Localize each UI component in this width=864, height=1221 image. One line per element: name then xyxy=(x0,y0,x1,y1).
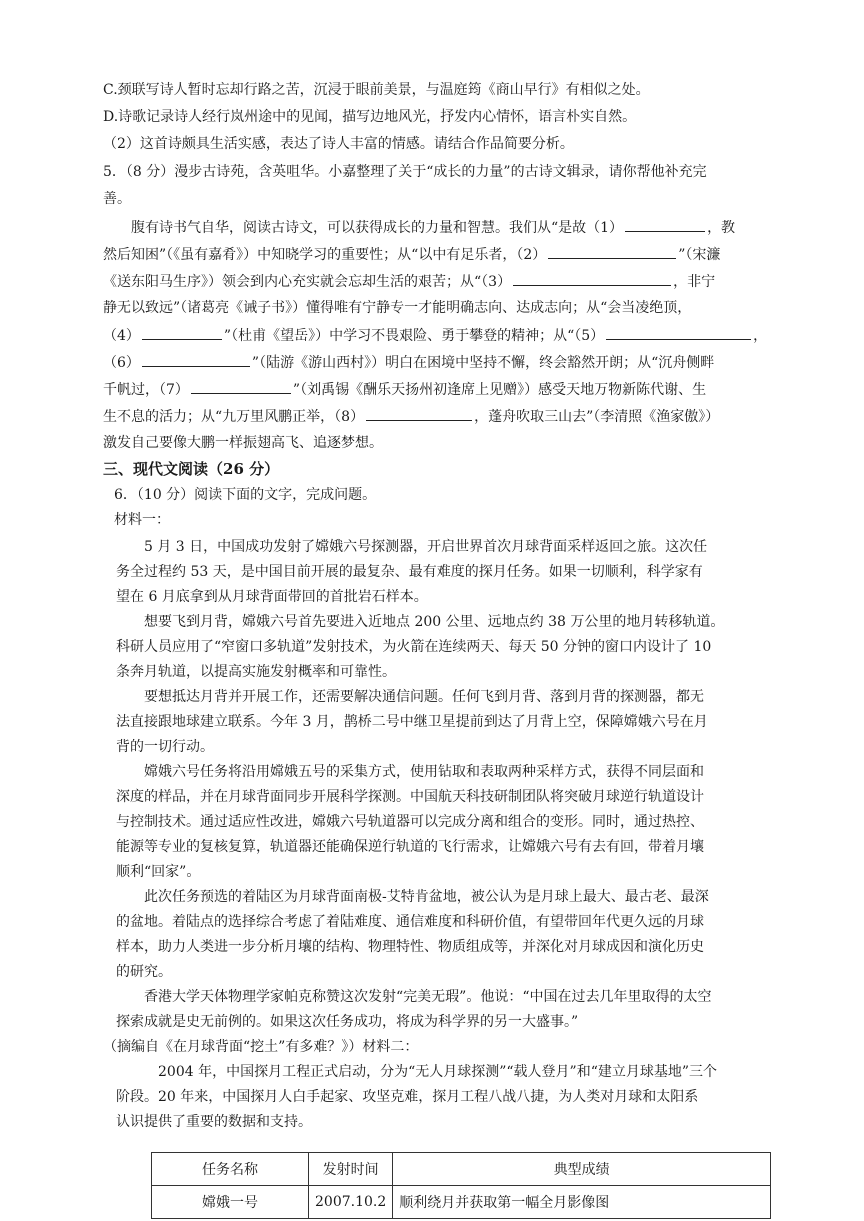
fill-blank-7[interactable] xyxy=(191,379,291,394)
q5-text: ”（杜甫《望岳》）中学习不畏艰险、勇于攀登的精神；从“（5） xyxy=(223,328,605,344)
q5-line-1 xyxy=(131,217,735,238)
source-citation: （摘编自《在月球背面“挖土”有多难？》）材料二： xyxy=(103,1039,419,1055)
para-line: 5 月 3 日，中国成功发射了嫦娥六号探测器，开启世界首次月球背面采样返回之旅。这次任 xyxy=(144,539,708,555)
para-line: 背的一切行动。 xyxy=(116,739,214,755)
q5-text: ”（刘禹锡《酬乐天扬州初逢席上见赠》）感受天地万物新陈代谢、生 xyxy=(292,382,707,398)
para-line: 2004 年，中国探月工程正式启动，分为“无人月球探测”“载人登月”和“建立月球基地”三个 xyxy=(158,1064,718,1080)
para-line: 务全过程约 53 天，是中国目前开展的最复杂、最有难度的探月任务。如果一切顺利，科学家有 xyxy=(116,564,703,580)
para-line: 认识提供了重要的数据和支持。 xyxy=(116,1114,312,1130)
q5-line-9: 激发自己要像大鹏一样振翅高飞、追逐梦想。 xyxy=(103,435,383,451)
q5-line-6 xyxy=(103,352,714,373)
para-line: 香港大学天体物理学家帕克称赞这次发射“完美无瑕”。他说：“中国在过去几年里取得的太空 xyxy=(144,989,712,1005)
q5-line-7 xyxy=(103,379,706,400)
table-header: 发射时间 xyxy=(309,1153,393,1186)
q5-line-2 xyxy=(103,244,720,265)
fill-blank-5[interactable] xyxy=(606,325,751,340)
section-3-heading: 三、现代文阅读（26 分） xyxy=(103,460,280,478)
table-header: 任务名称 xyxy=(152,1153,309,1186)
material-1-label: 材料一： xyxy=(114,512,170,528)
q5-text: ，蓬舟吹取三山去”（李清照《渔家傲》） xyxy=(474,409,720,425)
table-cell: 2007.10.2 xyxy=(309,1186,393,1219)
fill-blank-4[interactable] xyxy=(142,325,222,340)
para-line: 与控制技术。通过适应性改进，嫦娥六号轨道器可以完成分离和组合的变形。同时，通过热控、 xyxy=(116,814,704,830)
para-line: 望在 6 月底拿到从月球背面带回的首批岩石样本。 xyxy=(116,589,428,605)
para-line: 能源等专业的复核复算，轨道器还能确保逆行轨道的飞行需求，让嫦娥六号有去有回，带着月壤 xyxy=(116,839,704,855)
q5-text: ， xyxy=(753,328,768,344)
q5-text: ，非宁 xyxy=(673,274,716,290)
para-line: 法直接跟地球建立联系。今年 3 月，鹊桥二号中继卫星提前到达了月背上空，保障嫦娥六号在月 xyxy=(116,714,708,730)
q5-text: 生不息的活力；从“九万里风鹏正举，（8） xyxy=(103,409,365,425)
table-cell: 顺利绕月并获取第一幅全月影像图 xyxy=(393,1186,771,1219)
q5-line-8 xyxy=(103,406,719,427)
fill-blank-8[interactable] xyxy=(366,406,472,421)
q5-line-5 xyxy=(103,325,767,346)
mission-table xyxy=(151,1152,771,1219)
question-5-stem-cont: 善。 xyxy=(103,191,131,207)
table-cell: 嫦娥一号 xyxy=(152,1186,309,1219)
fill-blank-1[interactable] xyxy=(625,217,705,232)
para-line: 的盆地。着陆点的选择综合考虑了着陆难度、通信难度和科研价值，有望带回年代更久远的月球 xyxy=(116,914,704,930)
q5-text: 千帆过，（7） xyxy=(103,382,189,398)
option-c: C.颈联写诗人暂时忘却行路之苦，沉浸于眼前美景，与温庭筠《商山早行》有相似之处。 xyxy=(103,82,650,98)
fill-blank-6[interactable] xyxy=(142,352,250,367)
table-row xyxy=(152,1186,771,1219)
q5-text: （6） xyxy=(103,355,140,371)
question-4-2: （2）这首诗颇具生活实感，表达了诗人丰富的情感。请结合作品简要分析。 xyxy=(103,136,574,152)
question-6-stem: 6．（10 分）阅读下面的文字，完成问题。 xyxy=(114,487,377,503)
para-line: 深度的样品，并在月球背面同步开展科学探测。中国航天科技研制团队将突破月球逆行轨道设计 xyxy=(116,789,704,805)
q5-text: ”（宋濂 xyxy=(678,247,721,263)
table-header: 典型成绩 xyxy=(393,1153,771,1186)
para-line: 阶段。20 年来，中国探月人白手起家、攻坚克难，探月工程八战八捷，为人类对月球和太阳系 xyxy=(116,1089,699,1105)
q5-text: 《送东阳马生序》）领会到内心充实就会忘却生活的艰苦；从“（3） xyxy=(103,274,512,290)
q5-text: 然后知困”（《虽有嘉肴》）中知晓学习的重要性；从“以中有足乐者，（2） xyxy=(103,247,547,263)
q5-text: ”（陆游《游山西村》）明白在困境中坚持不懈，终会豁然开朗；从“沉舟侧畔 xyxy=(251,355,715,371)
para-line: 科研人员应用了“窄窗口多轨道”发射技术，为火箭在连续两天、每天 50 分钟的窗口内设计了 10 xyxy=(116,639,712,655)
para-line: 条奔月轨道，以提高实施发射概率和可靠性。 xyxy=(116,664,396,680)
para-line: 想要飞到月背，嫦娥六号首先要进入近地点 200 公里、远地点约 38 万公里的地月转移轨道。 xyxy=(144,614,725,630)
q5-text: ，教 xyxy=(707,220,736,236)
para-line: 顺利“回家”。 xyxy=(116,864,201,880)
table-header-row xyxy=(152,1153,771,1186)
question-5-stem: 5．（8 分）漫步古诗苑，含英咀华。小嘉整理了关于“成长的力量”的古诗文辑录，请你帮他补充完 xyxy=(103,164,707,180)
para-line: 样本，助力人类进一步分析月壤的结构、物理特性、物质组成等，并深化对月球成因和演化历史 xyxy=(116,939,704,955)
para-line: 此次任务预选的着陆区为月球背面南极-艾特肯盆地，被公认为是月球上最大、最古老、最深 xyxy=(144,889,709,905)
para-line: 探索成就是史无前例的。如果这次任务成功，将成为科学界的另一大盛事。” xyxy=(116,1014,579,1030)
fill-blank-2[interactable] xyxy=(548,244,676,259)
fill-blank-3[interactable] xyxy=(513,271,671,286)
q5-text: （4） xyxy=(103,328,140,344)
para-line: 的研究。 xyxy=(116,964,172,980)
option-d: D.诗歌记录诗人经行岚州途中的见闻，描写边地风光，抒发内心情怀，语言朴实自然。 xyxy=(103,109,637,125)
q5-line-3 xyxy=(103,271,715,292)
para-line: 要想抵达月背并开展工作，还需要解决通信问题。任何飞到月背、落到月背的探测器，都无 xyxy=(144,689,704,705)
q5-text: 腹有诗书气自华，阅读古诗文，可以获得成长的力量和智慧。我们从“是故（1） xyxy=(131,220,624,236)
para-line: 嫦娥六号任务将沿用嫦娥五号的采集方式，使用钻取和表取两种采样方式，获得不同层面和 xyxy=(144,764,704,780)
q5-line-4: 静无以致远”（诸葛亮《诫子书》）懂得唯有宁静专一才能明确志向、达成志向；从“会当凌绝顶， xyxy=(103,300,692,316)
